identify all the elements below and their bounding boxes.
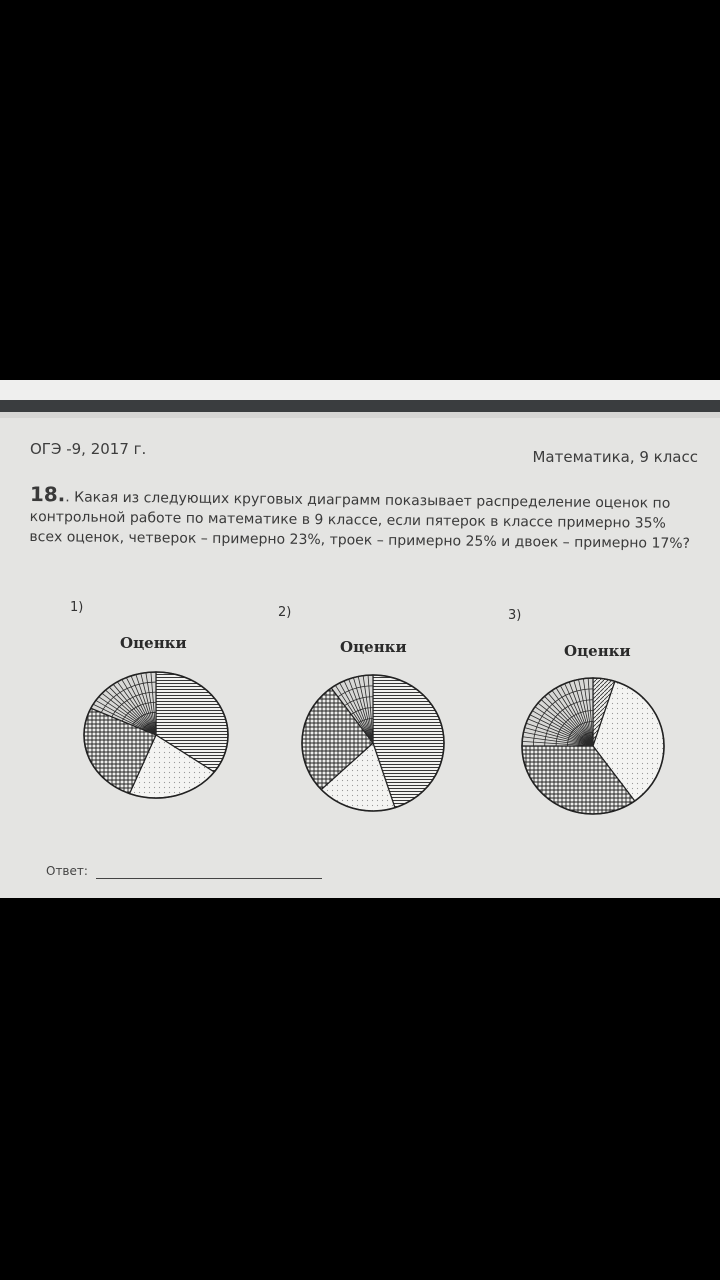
answer-field[interactable]	[96, 878, 322, 879]
page-divider-light	[0, 412, 720, 418]
chart-title-1: Оценки	[120, 634, 187, 652]
pie-chart-1	[82, 670, 230, 800]
previous-page-strip	[0, 380, 720, 400]
pie-chart-3	[520, 676, 666, 816]
task-number: 18.	[29, 482, 66, 507]
chart-title-2: Оценки	[340, 638, 407, 656]
answer-label: Ответ:	[46, 864, 88, 878]
task-body: . Какая из следующих круговых диаграмм показывает распределение оценок по контрольной работе по математике в 9 классе, если пятерок в классе примерно 35% всех оценок, четверок – примерно 23%, троек – примерно 25% и двоек – примерно 17%?	[29, 489, 691, 552]
chart-title-3: Оценки	[564, 642, 631, 660]
option-label-2: 2)	[278, 605, 292, 620]
option-label-1: 1)	[70, 600, 84, 615]
exam-header: ОГЭ -9, 2017 г.	[30, 440, 147, 458]
pie-chart-2	[300, 673, 446, 813]
subject-header: Математика, 9 класс	[532, 448, 698, 466]
option-label-3: 3)	[508, 608, 522, 623]
worksheet-photo	[0, 380, 720, 898]
task-text	[29, 484, 702, 554]
page-divider	[0, 400, 720, 412]
